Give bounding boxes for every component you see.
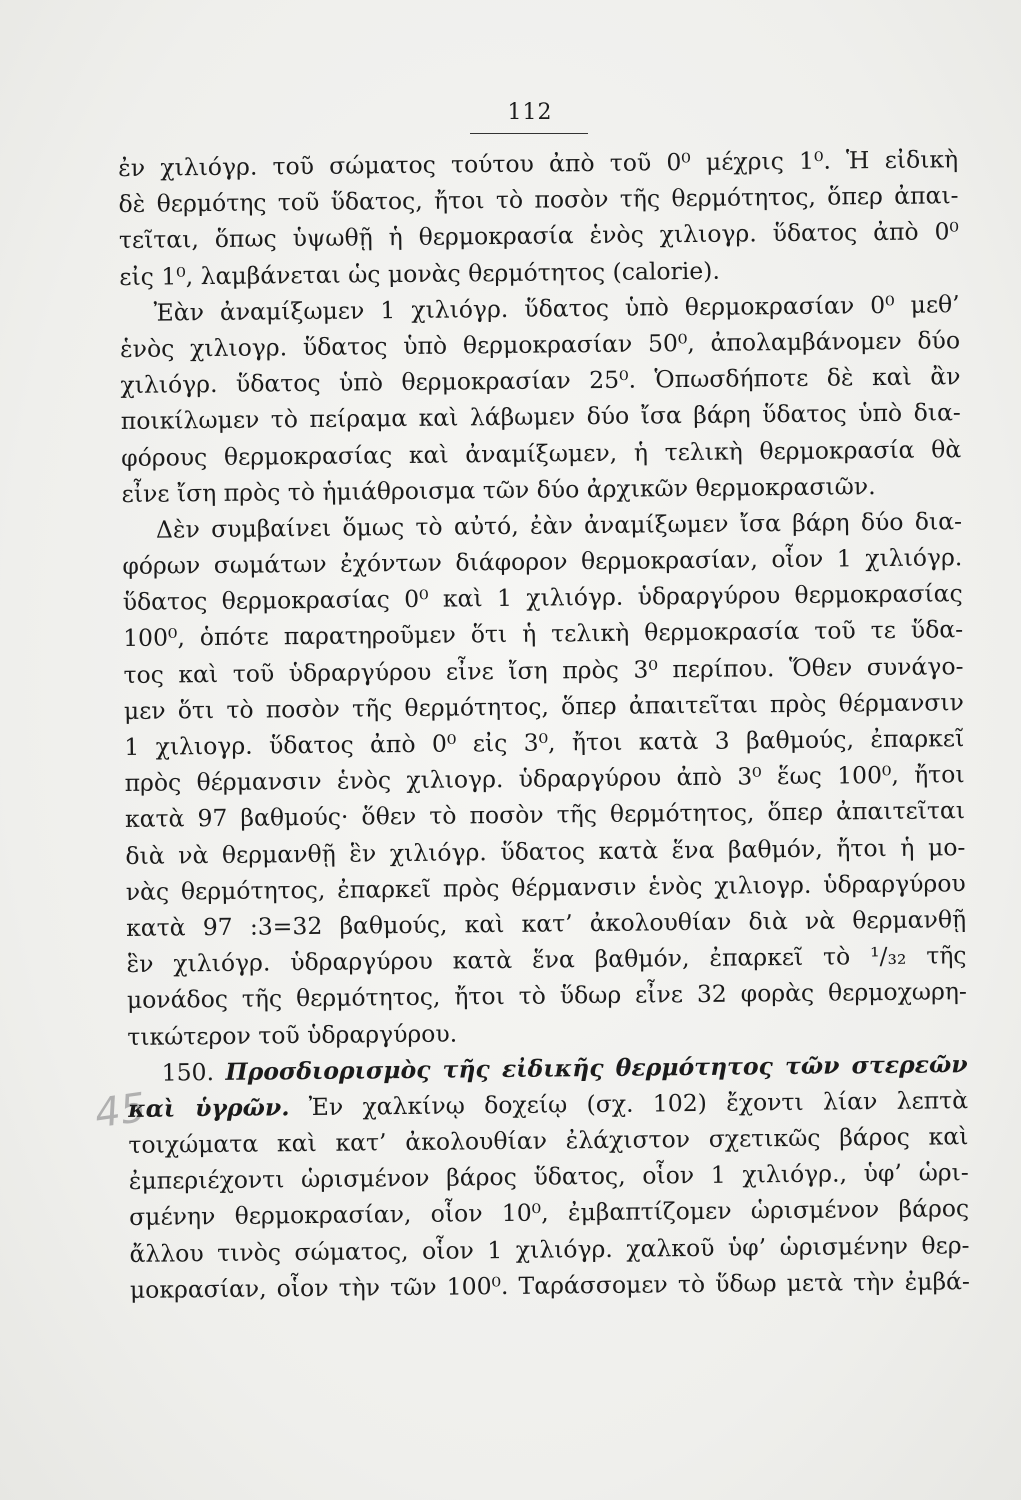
text-line: εἶνε ἴση πρὸς τὸ ἡμιάθροισμα τῶν δύο ἀρχικῶν θερμοκρασιῶν.: [121, 471, 876, 508]
text-line: τοιχώματα καὶ κατ’ ἀκολουθίαν ἐλάχιστον σχετικῶς βάρος καὶ: [128, 1122, 969, 1160]
section-number: 150.: [161, 1057, 215, 1087]
section-title-continued: καὶ ὑγρῶν.: [127, 1093, 290, 1123]
body-text: [118, 141, 970, 1308]
text-line: 100⁰, ὁπότε παρατηροῦμεν ὅτι ἡ τελικὴ θερμοκρασία τοῦ τε ὕδα-: [122, 615, 964, 653]
handwritten-margin-note: 45: [92, 1084, 149, 1138]
text-line: φόρους θερμοκρασίας καὶ ἀναμίξωμεν, ἡ τελικὴ θερμοκρασία θὰ: [121, 434, 962, 472]
text-line: ἓν χιλιόγρ. ὑδραργύρου κατὰ ἕνα βαθμόν, ἐπαρκεῖ τὸ ¹/₃₂ τῆς: [126, 941, 967, 979]
text-line: κατὰ 97 βαθμούς· ὅθεν τὸ ποσὸν τῆς θερμότητος, ὅπερ ἀπαιτεῖται: [124, 796, 966, 834]
text-line: 1 χιλιογρ. ὕδατος ἀπὸ 0⁰ εἰς 3⁰, ἤτοι κατὰ 3 βαθμούς, ἐπαρκεῖ: [124, 724, 965, 761]
text-line: πρὸς θέρμανσιν ἑνὸς χιλιογρ. ὑδραργύρου ἀπὸ 3⁰ ἕως 100⁰, ἤτοι: [124, 760, 965, 798]
text-line: μονάδος τῆς θερμότητος, ἤτοι τὸ ὕδωρ εἶνε 32 φορὰς θερμοχωρη-: [126, 977, 968, 1015]
text-line: διὰ νὰ θερμανθῇ ἓν χιλιόγρ. ὕδατος κατὰ ἕνα βαθμόν, ἤτοι ἡ μο-: [125, 832, 966, 870]
text-line: ποικίλωμεν τὸ πείραμα καὶ λάβωμεν δύο ἴσα βάρη ὕδατος ὑπὸ δια-: [120, 398, 961, 436]
text-line: χιλιόγρ. ὕδατος ὑπὸ θερμοκρασίαν 25⁰. Ὁπωσδήποτε δὲ καὶ ἂν: [120, 362, 961, 400]
text-line: τεῖται, ὅπως ὑψωθῇ ἡ θερμοκρασία ἑνὸς χιλιογρ. ὕδατος ἀπὸ 0⁰: [118, 217, 960, 255]
text-line: μοκρασίαν, οἷον τὴν τῶν 100⁰. Ταράσσομεν τὸ ὕδωρ μετὰ τὴν ἐμβά-: [129, 1266, 971, 1304]
page-number-rule: [470, 133, 588, 134]
text-line: κατὰ 97 :3=32 βαθμούς, καὶ κατ’ ἀκολουθίαν διὰ νὰ θερμανθῇ: [125, 905, 967, 942]
section-title: Προσδιορισμὸς τῆς εἰδικῆς θερμότητος τῶν στερεῶν: [225, 1049, 968, 1086]
text-line: δὲ θερμότης τοῦ ὕδατος, ἤτοι τὸ ποσὸν τῆς θερμότητος, ὅπερ ἀπαι-: [118, 181, 959, 219]
text-line: Ἐὰν ἀναμίξωμεν 1 χιλιόγρ. ὕδατος ὑπὸ θερμοκρασίαν 0⁰ μεθ’: [153, 289, 960, 327]
page-number: 112: [507, 100, 553, 125]
text-line: τικώτερον τοῦ ὑδραργύρου.: [127, 1018, 458, 1051]
text-line: ἐμπεριέχοντι ὡρισμένον βάρος ὕδατος, οἷον 1 χιλιόγρ., ὑφ’ ὡρι-: [128, 1158, 969, 1196]
text-line: νὰς θερμότητος, ἐπαρκεῖ πρὸς θέρμανσιν ἑνὸς χιλιογρ. ὑδραργύρου: [125, 868, 966, 906]
text-line: μεν ὅτι τὸ ποσὸν τῆς θερμότητος, ὅπερ ἀπαιτεῖται πρὸς θέρμανσιν: [123, 687, 964, 725]
text-line: ἄλλου τινὸς σώματος, οἷον 1 χιλιόγρ. χαλκοῦ ὑφ’ ὡρισμένην θερ-: [129, 1230, 970, 1268]
text-line: ὕδατος θερμοκρασίας 0⁰ καὶ 1 χιλιόγρ. ὑδραργύρου θερμοκρασίας: [122, 579, 963, 617]
text-line: τος καὶ τοῦ ὑδραργύρου εἶνε ἴση πρὸς 3⁰ περίπου. Ὅθεν συνάγο-: [123, 651, 964, 689]
text-line: ἐν χιλιόγρ. τοῦ σώματος τούτου ἀπὸ τοῦ 0⁰ μέχρις 1⁰. Ἡ εἰδικὴ: [118, 145, 959, 182]
text-line: σμένην θερμοκρασίαν, οἷον 10⁰, ἐμβαπτίζομεν ὡρισμένον βάρος: [129, 1194, 970, 1232]
section-first-line-text: Ἐν χαλκίνῳ δοχείῳ (σχ. 102) ἔχοντι λίαν λεπτὰ: [308, 1086, 969, 1121]
text-line: φόρων σωμάτων ἐχόντων διάφορον θερμοκρασίαν, οἷον 1 χιλιόγρ.: [122, 543, 963, 581]
text-line: εἰς 1⁰, λαμβάνεται ὡς μονὰς θερμότητος (calorie).: [119, 256, 721, 291]
text-line: Δὲν συμβαίνει ὅμως τὸ αὐτό, ἐὰν ἀναμίξωμεν ἴσα βάρη δύο δια-: [155, 507, 963, 544]
text-line: ἑνὸς χιλιογρ. ὕδατος ὑπὸ θερμοκρασίαν 50⁰, ἀπολαμβάνομεν δύο: [119, 326, 961, 363]
